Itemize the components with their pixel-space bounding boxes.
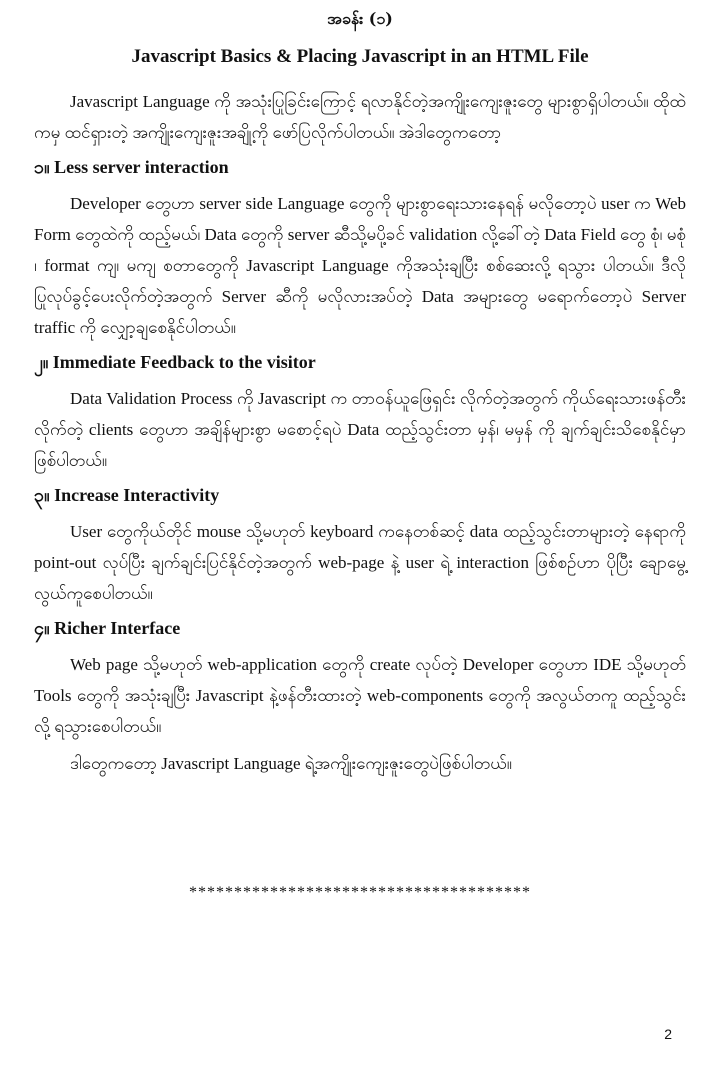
closing-paragraph: ဒါတွေကတော့ Javascript Language ရဲ့အကျိုးကျေးဇူးတွေပဲဖြစ်ပါတယ်။	[70, 754, 512, 773]
separator-stars: **************************************	[189, 884, 531, 901]
intro-paragraph: Javascript Language ကို အသုံးပြုခြင်းကြောင့် ရလာနိုင်တဲ့အကျိုးကျေးဇူးတွေ များစွာရှိပါတယ်။ ထိုထဲကမှ ထင်ရှားတဲ့ အကျိုးကျေးဇူးအချို့ကို ဖော်ပြလိုက်ပါတယ်။ အဲဒါတွေကတော့	[34, 92, 686, 142]
section-body-4: Web page သို့မဟုတ် web-application တွေကို create လုပ်တဲ့ Developer တွေဟာ IDE သို့မဟုတ် Tools တွေကို အသုံးချပြီး Javascript နဲ့ဖန်တီးထားတဲ့ web-components တွေကို အလွယ်တကူ ထည့်သွင်းလို့ ရသွားစေပါတယ်။	[34, 655, 686, 736]
section-heading-3: ၃။ Increase Interactivity	[34, 485, 220, 505]
page-title: Javascript Basics & Placing Javascript in an HTML File	[131, 46, 589, 67]
page-number: 2	[664, 1026, 672, 1042]
section-body-1: Developer တွေဟာ server side Language တွေကို များစွာရေးသားနေရန် မလိုတော့ပဲ user က Web Form တွေထဲကို ထည့်မယ်၊ Data တွေကို server ဆီသို့မပို့ခင် validation လို့ခေါ်တဲ့ Data Field တွေ စုံ၊ မစုံ ၊ format ကျ၊ မကျ စတာတွေကို Javascript Language ကိုအသုံးချပြီး စစ်ဆေးလို့ ရသွား ပါတယ်။ ဒီလိုပြုလုပ်ခွင့်ပေးလိုက်တဲ့အတွက် Server ဆီကို မလိုလားအပ်တဲ့ Data အများတွေ မရောက်တော့ပဲ Server traffic ကို လျှော့ချစေနိုင်ပါတယ်။	[34, 194, 686, 337]
section-body-2: Data Validation Process ကို Javascript က တာဝန်ယူဖြေရှင်း လိုက်တဲ့အတွက် ကိုယ်ရေးသားဖန်တီးလိုက်တဲ့ clients တွေဟာ အချိန်များစွာ မစောင့်ရပဲ Data ထည့်သွင်းတာ မှန်၊ မမှန် ကို ချက်ချင်းသိစေနိုင်မှာဖြစ်ပါတယ်။	[34, 389, 686, 470]
section-heading-4: ၄။ Richer Interface	[34, 618, 181, 638]
section-heading-1: ၁။ Less server interaction	[34, 157, 229, 177]
chapter-label: အခန်း (၁)	[327, 9, 393, 28]
section-body-3: User တွေကိုယ်တိုင် mouse သို့မဟုတ် keyboard ကနေတစ်ဆင့် data ထည့်သွင်းတာများတဲ့ နေရာကို point-out လုပ်ပြီး ချက်ချင်းပြင်နိုင်တဲ့အတွက် web-page နဲ့ user ရဲ့ interaction ဖြစ်စဉ်ဟာ ပိုပြီး ချောမွေ့လွယ်ကူစေပါတယ်။	[34, 522, 686, 603]
section-heading-2: ၂။ Immediate Feedback to the visitor	[34, 352, 316, 372]
